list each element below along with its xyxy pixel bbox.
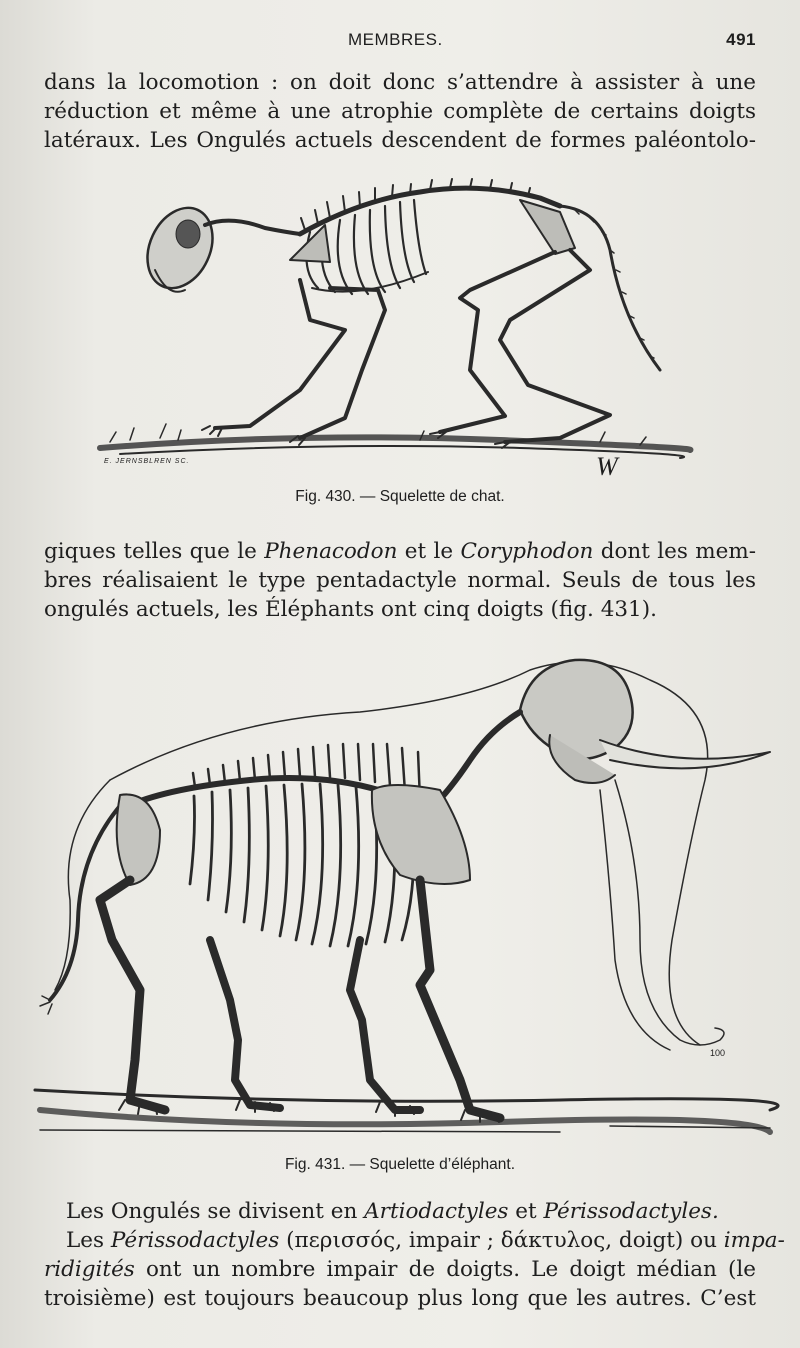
text-run: Les [66, 1228, 111, 1253]
term: ridigités [44, 1257, 135, 1282]
engraver-signature: E. JERNSBLREN SC. [104, 458, 190, 465]
page-number: 491 [726, 30, 756, 49]
genus-name: Phenacodon [264, 539, 398, 564]
figure-caption: Fig. 430. — Squelette de chat. [295, 488, 505, 505]
text-run: giques telles que le [44, 539, 265, 564]
running-head [0, 30, 800, 58]
text-run: dont les mem- [593, 539, 756, 564]
text-line [44, 1197, 756, 1226]
figure-caption: Fig. 431. — Squelette d’éléphant. [284, 1156, 516, 1173]
text-line: dans la locomotion : on doit donc s’attendre à assister à une [44, 70, 756, 95]
text-line: troisième) est toujours beaucoup plus long que les autres. C’est [44, 1286, 756, 1311]
order-name: Périssodactyles. [543, 1199, 719, 1224]
engraver-monogram: W [596, 452, 618, 481]
running-title: MEMBRES. [348, 30, 443, 49]
text-line [44, 1255, 756, 1284]
paragraph-1 [44, 68, 756, 155]
text-run: et [508, 1199, 544, 1224]
text-line [44, 537, 756, 566]
paragraph-3 [44, 1197, 785, 1313]
text-run: et le [397, 539, 461, 564]
text-line: bres réalisaient le type pentadactyle normal. Seuls de tous les [44, 568, 756, 593]
order-name: Périssodactyles [110, 1228, 280, 1253]
text-line: latéraux. Les Ongulés actuels descendent de formes paléontolo- [44, 128, 756, 153]
term: impa- [723, 1228, 785, 1253]
text-run: (περισσός, impair ; δάκτυλος, doigt) ou [279, 1228, 724, 1253]
text-line: réduction et même à une atrophie complète de certains doigts [44, 99, 756, 124]
cat-skeleton-illustration [0, 170, 800, 470]
genus-name: Coryphodon [460, 539, 594, 564]
figure-cat-skeleton [0, 170, 800, 505]
text-line [44, 1226, 785, 1255]
text-run: Les Ongulés se divisent en [66, 1199, 365, 1224]
text-run: ont un nombre impair de doigts. Le doigt médian (le [134, 1257, 756, 1282]
figure-elephant-skeleton [0, 640, 800, 1180]
elephant-skeleton-illustration [0, 640, 800, 1150]
text-line: ongulés actuels, les Éléphants ont cinq doigts (fig. 431). [44, 597, 657, 622]
order-name: Artiodactyles [364, 1199, 509, 1224]
paragraph-2 [44, 537, 756, 624]
plate-number: 100 [710, 1048, 726, 1058]
